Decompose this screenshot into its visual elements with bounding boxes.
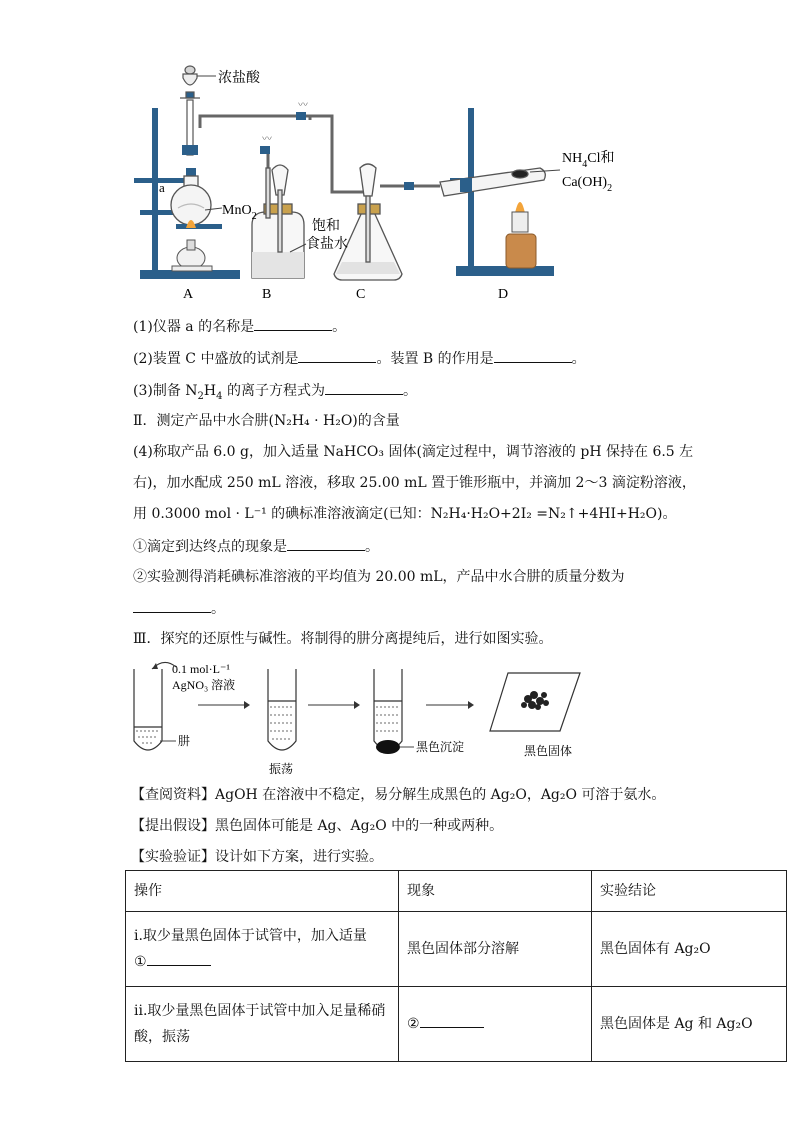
reagent-top-label: 浓盐酸	[218, 70, 260, 86]
row2-operation: ii.取少量黑色固体于试管中加入足量稀硝 酸，振荡	[126, 987, 399, 1062]
label-hydrazine: 肼	[178, 734, 191, 748]
header-phenomenon: 现象	[399, 871, 592, 912]
question-4-1: ①滴定到达终点的现象是 。	[133, 536, 379, 557]
flask-c	[334, 164, 402, 280]
question-4-line-1: (4)称取产品 6.0 g，加入适量 NaHCO₃ 固体(滴定过程中，调节溶液的 pH 保持在 6.5 左	[133, 444, 694, 460]
verify-note: 【实验验证】设计如下方案，进行实验。	[131, 849, 383, 865]
table-row	[126, 987, 787, 1062]
header-conclusion: 实验结论	[592, 871, 787, 912]
label-a: a	[159, 180, 165, 195]
silver-experiment-figure	[0, 655, 794, 775]
question-4-line-3: 用 0.3000 mol · L⁻¹ 的碘标准溶液滴定(已知：N₂H₄·H₂O+2I₂ =N₂↑+4HI+H₂O)。	[133, 506, 677, 522]
row2-phenomenon: ②	[399, 987, 592, 1062]
table-header-row	[126, 871, 787, 912]
station-d: D	[498, 287, 509, 302]
answer-blank	[420, 1013, 484, 1028]
bottle-b	[252, 165, 304, 278]
header-operation: 操作	[126, 871, 399, 912]
label-nh4cl: $NH_4Cl$和	[562, 151, 615, 170]
label-shake: 振荡	[269, 762, 294, 775]
answer-blank	[494, 348, 572, 363]
question-1: (1)仪器 a 的名称是 。	[133, 316, 346, 337]
test-tube-2	[268, 669, 296, 750]
svg-text:〰: 〰	[262, 134, 272, 145]
answer-blank	[147, 951, 211, 966]
flask-a	[171, 176, 211, 225]
table-row	[126, 912, 787, 987]
reagent-agno3: AgNO₃ 溶液	[172, 678, 236, 692]
label-mno2: MnO$_2$	[222, 203, 257, 222]
row1-conclusion: 黑色固体有 Ag₂O	[592, 912, 787, 987]
row1-phenomenon: 黑色固体部分溶解	[399, 912, 592, 987]
apparatus-figure	[0, 0, 794, 310]
question-4-2-answer: 。	[133, 598, 225, 619]
answer-blank	[325, 380, 403, 395]
svg-text:〰: 〰	[298, 100, 308, 111]
question-4-2: ②实验测得消耗碘标准溶液的平均值为 20.00 mL，产品中水合肼的质量分数为	[133, 569, 625, 585]
section-3-title: Ⅲ．探究的还原性与碱性。将制得的肼分离提纯后，进行如图实验。	[133, 631, 553, 647]
test-tube-1	[134, 669, 162, 750]
label-caoh2: $Ca(OH)_2$	[562, 175, 613, 194]
valves	[182, 112, 414, 190]
question-4-line-2: 右)，加水配成 250 mL 溶液，移取 25.00 mL 置于锥形瓶中，并滴加 2～3 滴淀粉溶液，	[133, 475, 696, 491]
reagent-conc: 0.1 mol·L⁻¹	[172, 662, 230, 676]
answer-blank	[254, 316, 332, 331]
row1-operation: i.取少量黑色固体于试管中，加入适量 ①	[126, 912, 399, 987]
tubing	[200, 116, 440, 192]
question-2: (2)装置 C 中盛放的试剂是 。装置 B 的作用是 。	[133, 348, 586, 369]
label-black-ppt: 黑色沉淀	[416, 740, 465, 754]
black-precipitate	[376, 740, 400, 754]
label-brine-2: 食盐水	[306, 236, 348, 252]
section-2-title: Ⅱ．测定产品中水合肼(N₂H₄ · H₂O)的含量	[133, 413, 400, 429]
separatory-funnel	[180, 66, 200, 155]
label-brine-1: 饱和	[312, 218, 340, 234]
experiment-table	[125, 870, 787, 1062]
filter-paper	[490, 673, 580, 731]
test-tube-3	[374, 669, 402, 750]
lookup-note: 【查阅资料】AgOH 在溶液中不稳定，易分解生成黑色的 Ag₂O，Ag₂O 可溶于氨水。	[131, 787, 666, 803]
station-a: A	[183, 287, 194, 302]
test-tube-d	[440, 168, 545, 196]
burner-d	[506, 202, 536, 268]
row2-conclusion: 黑色固体是 Ag 和 Ag₂O	[592, 987, 787, 1062]
black-solid	[521, 691, 549, 710]
answer-blank	[298, 348, 376, 363]
station-c: C	[356, 287, 366, 302]
label-black-solid: 黑色固体	[524, 744, 573, 758]
hypothesis-note: 【提出假设】黑色固体可能是 Ag、Ag₂O 中的一种或两种。	[131, 818, 504, 834]
station-b: B	[262, 287, 272, 302]
answer-blank	[287, 536, 365, 551]
question-3: (3)制备 $N_2H_4$ 的离子方程式为 。	[133, 380, 417, 407]
answer-blank	[133, 598, 211, 613]
